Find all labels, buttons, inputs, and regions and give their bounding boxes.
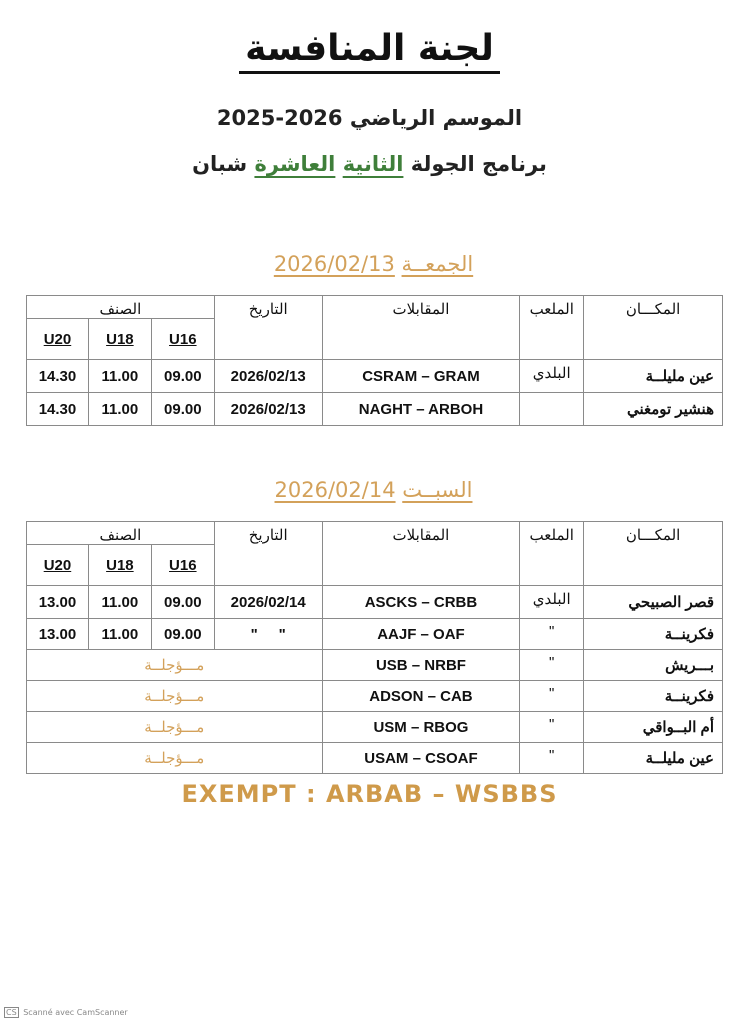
u18-time: 11.00: [88, 393, 151, 426]
u16-time: 09.00: [151, 393, 214, 426]
postponed-label: مـــؤجلــة: [27, 712, 323, 743]
u18-header: U18: [88, 319, 151, 360]
match-ground: ": [520, 743, 584, 774]
match-place: بـــريش: [584, 650, 723, 681]
u18-header: U18: [88, 545, 151, 586]
season-label: الموسم الرياضي: [349, 106, 523, 130]
postponed-label: مـــؤجلــة: [27, 743, 323, 774]
place-header: المكـــان: [584, 522, 723, 586]
match-ground: [520, 393, 584, 426]
u18-time: 11.00: [88, 360, 151, 393]
match-place: فكرينــة: [584, 681, 723, 712]
match-place: قصر الصبيحي: [584, 586, 723, 619]
ground-header: الملعب: [520, 296, 584, 360]
season-line: [0, 106, 739, 130]
day2-table: [26, 521, 723, 774]
match-date: 2026/02/14: [214, 586, 322, 619]
u16-time: 09.00: [151, 360, 214, 393]
u20-time: 13.00: [27, 619, 89, 650]
u20-header: U20: [27, 545, 89, 586]
match-teams: USM – RBOG: [322, 712, 520, 743]
u20-time: 14.30: [27, 360, 89, 393]
season-years: 2025-2026: [216, 106, 343, 130]
table-row: [27, 619, 723, 650]
table-row: [27, 360, 723, 393]
match-date: 2026/02/13: [214, 393, 322, 426]
day1-name: الجمعــة: [401, 252, 474, 276]
u18-time: 11.00: [88, 586, 151, 619]
match-teams: AAJF – OAF: [322, 619, 520, 650]
u18-time: 11.00: [88, 619, 151, 650]
day2-date: 2026/02/14: [274, 478, 396, 502]
program-prefix: برنامج الجولة: [410, 152, 547, 176]
match-place: عين مليلــة: [584, 360, 723, 393]
exempt-line: EXEMPT : ARBAB – WSBBS: [181, 780, 558, 808]
match-date: " ": [214, 619, 322, 650]
u16-time: 09.00: [151, 619, 214, 650]
day1-heading: [0, 252, 739, 276]
category-header: الصنف: [27, 296, 215, 319]
u16-header: U16: [151, 545, 214, 586]
scanner-text: Scanné avec CamScanner: [23, 1008, 128, 1017]
match-teams: USAM – CSOAF: [322, 743, 520, 774]
u20-header: U20: [27, 319, 89, 360]
table-row: [27, 712, 723, 743]
date-header: التاريخ: [214, 296, 322, 360]
scanner-watermark: [4, 1008, 128, 1017]
page-title: لجنة المنافسة: [0, 28, 739, 69]
category-header: الصنف: [27, 522, 215, 545]
camscanner-icon: CS: [6, 1008, 17, 1017]
day1-date: 2026/02/13: [273, 252, 395, 276]
table-row: [27, 650, 723, 681]
table-row: [27, 743, 723, 774]
match-teams: CSRAM – GRAM: [322, 360, 520, 393]
match-ground: البلدي: [520, 360, 584, 393]
table-row: [27, 393, 723, 426]
match-place: عين مليلــة: [584, 743, 723, 774]
match-teams: ASCKS – CRBB: [322, 586, 520, 619]
date-header: التاريخ: [214, 522, 322, 586]
u16-time: 09.00: [151, 586, 214, 619]
matches-header: المقابلات: [322, 296, 520, 360]
day2-name: السبــت: [402, 478, 473, 502]
u16-header: U16: [151, 319, 214, 360]
table-row: [27, 681, 723, 712]
ground-header: الملعب: [520, 522, 584, 586]
postponed-label: مـــؤجلــة: [27, 650, 323, 681]
match-ground: ": [520, 619, 584, 650]
day1-table: [26, 295, 723, 426]
match-place: أم البــواقي: [584, 712, 723, 743]
table-row: [27, 586, 723, 619]
match-ground: ": [520, 712, 584, 743]
match-ground: البلدي: [520, 586, 584, 619]
match-ground: ": [520, 681, 584, 712]
program-word-tenth: العاشرة: [254, 152, 336, 176]
match-teams: ADSON – CAB: [322, 681, 520, 712]
match-place: هنشير تومغني: [584, 393, 723, 426]
day2-heading: [0, 478, 739, 502]
place-header: المكـــان: [584, 296, 723, 360]
match-date: 2026/02/13: [214, 360, 322, 393]
u20-time: 14.30: [27, 393, 89, 426]
matches-header: المقابلات: [322, 522, 520, 586]
match-place: فكرينــة: [584, 619, 723, 650]
match-teams: USB – NRBF: [322, 650, 520, 681]
match-teams: NAGHT – ARBOH: [322, 393, 520, 426]
match-ground: ": [520, 650, 584, 681]
u20-time: 13.00: [27, 586, 89, 619]
program-line: [0, 152, 739, 176]
postponed-label: مـــؤجلــة: [27, 681, 323, 712]
program-word-second: الثانية: [342, 152, 404, 176]
program-suffix: شبان: [192, 152, 248, 176]
